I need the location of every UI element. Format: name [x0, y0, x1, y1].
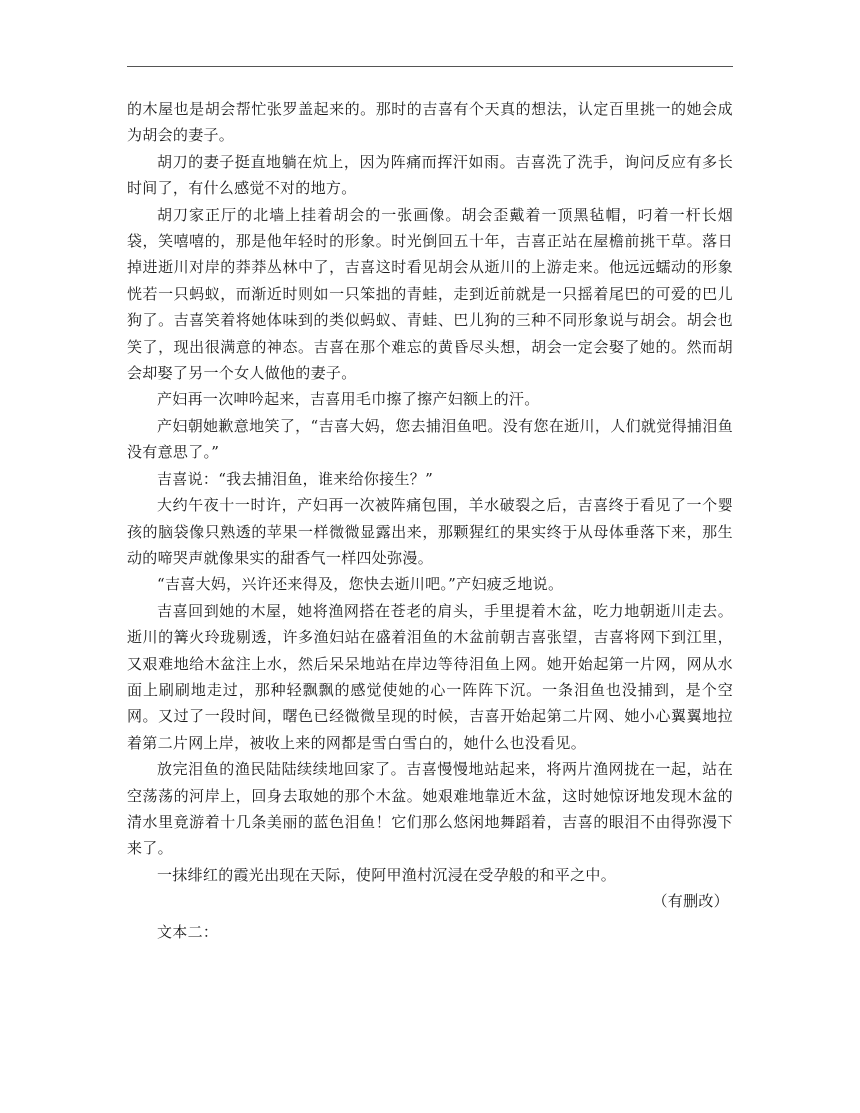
paragraph-4: 产妇再一次呻吟起来，吉喜用毛巾擦了擦产妇额上的汗。	[157, 390, 540, 409]
paragraph-6: 吉喜说：“我去捕泪鱼，谁来给你接生？”	[157, 469, 434, 488]
paragraph-7: 大约午夜十一时许，产妇再一次被阵痛包围，羊水破裂之后，吉喜终于看见了一个婴孩的脑袋像只熟透的苹果一样微微显露出来，那颗猩红的果实终于从母体垂落下来，那生动的啼哭声就像果实的甜香气一样四处弥漫。	[127, 496, 733, 567]
paragraph-2: 胡刀的妻子挺直地躺在炕上，因为阵痛而挥汗如雨。吉喜洗了洗手，询问反应有多长时间了，有什么感觉不对的地方。	[127, 152, 733, 198]
paragraph-10: 放完泪鱼的渔民陆陆续续地回家了。吉喜慢慢地站起来，将两片渔网拢在一起，站在空荡荡的河岸上，回身去取她的那个木盆。她艰难地靠近木盆，这时她惊讶地发现木盆的清水里竟游着十几条美丽的蓝色泪鱼！它们那么悠闲地舞蹈着，吉喜的眼泪不由得弥漫下来了。	[127, 760, 733, 858]
source-note: （有删改）	[652, 892, 729, 911]
document-body	[127, 96, 733, 945]
paragraph-9: 吉喜回到她的木屋，她将渔网搭在苍老的肩头，手里提着木盆，吃力地朝逝川走去。逝川的篝火玲珑剔透，许多渔妇站在盛着泪鱼的木盆前朝吉喜张望，吉喜将网下到江里，又艰难地给木盆注上水，然后呆呆地站在岸边等待泪鱼上网。她开始起第一片网，网从水面上刷刷地走过，那种轻飘飘的感觉使她的心一阵阵下沉。一条泪鱼也没捕到，是个空网。又过了一段时间，曙色已经微微呈现的时候，吉喜开始起第二片网、她小心翼翼地拉着第二片网上岸，被收上来的网都是雪白雪白的，她什么也没看见。	[127, 601, 733, 752]
paragraph-1: 的木屋也是胡会帮忙张罗盖起来的。那时的吉喜有个天真的想法，认定百里挑一的她会成为胡会的妻子。	[127, 100, 733, 145]
header-rule	[127, 66, 733, 67]
paragraph-11: 一抹绯红的霞光出现在天际，使阿甲渔村沉浸在受孕般的和平之中。	[157, 865, 617, 884]
paragraph-8: “吉喜大妈，兴许还来得及，您快去逝川吧。”产妇疲乏地说。	[157, 575, 564, 594]
paragraph-3: 胡刀家正厅的北墙上挂着胡会的一张画像。胡会歪戴着一顶黑毡帽，叼着一杆长烟袋，笑嘻嘻的，那是他年轻时的形象。时光倒回五十年，吉喜正站在屋檐前挑干草。落日掉进逝川对岸的莽莽丛林中了，吉喜这时看见胡会从逝川的上游走来。他远远蠕动的形象恍若一只蚂蚁，而渐近时则如一只笨拙的青蛙，走到近前就是一只摇着尾巴的可爱的巴儿狗了。吉喜笑着将她体味到的类似蚂蚁、青蛙、巴儿狗的三种不同形象说与胡会。胡会也笑了，现出很满意的神态。吉喜在那个难忘的黄昏尽头想，胡会一定会娶了她的。然而胡会却娶了另一个女人做他的妻子。	[127, 205, 733, 383]
paragraph-5: 产妇朝她歉意地笑了，“吉喜大妈，您去捕泪鱼吧。没有您在逝川，人们就觉得捕泪鱼没有意思了。”	[127, 416, 733, 462]
section-heading-text-two: 文本二：	[157, 922, 219, 941]
